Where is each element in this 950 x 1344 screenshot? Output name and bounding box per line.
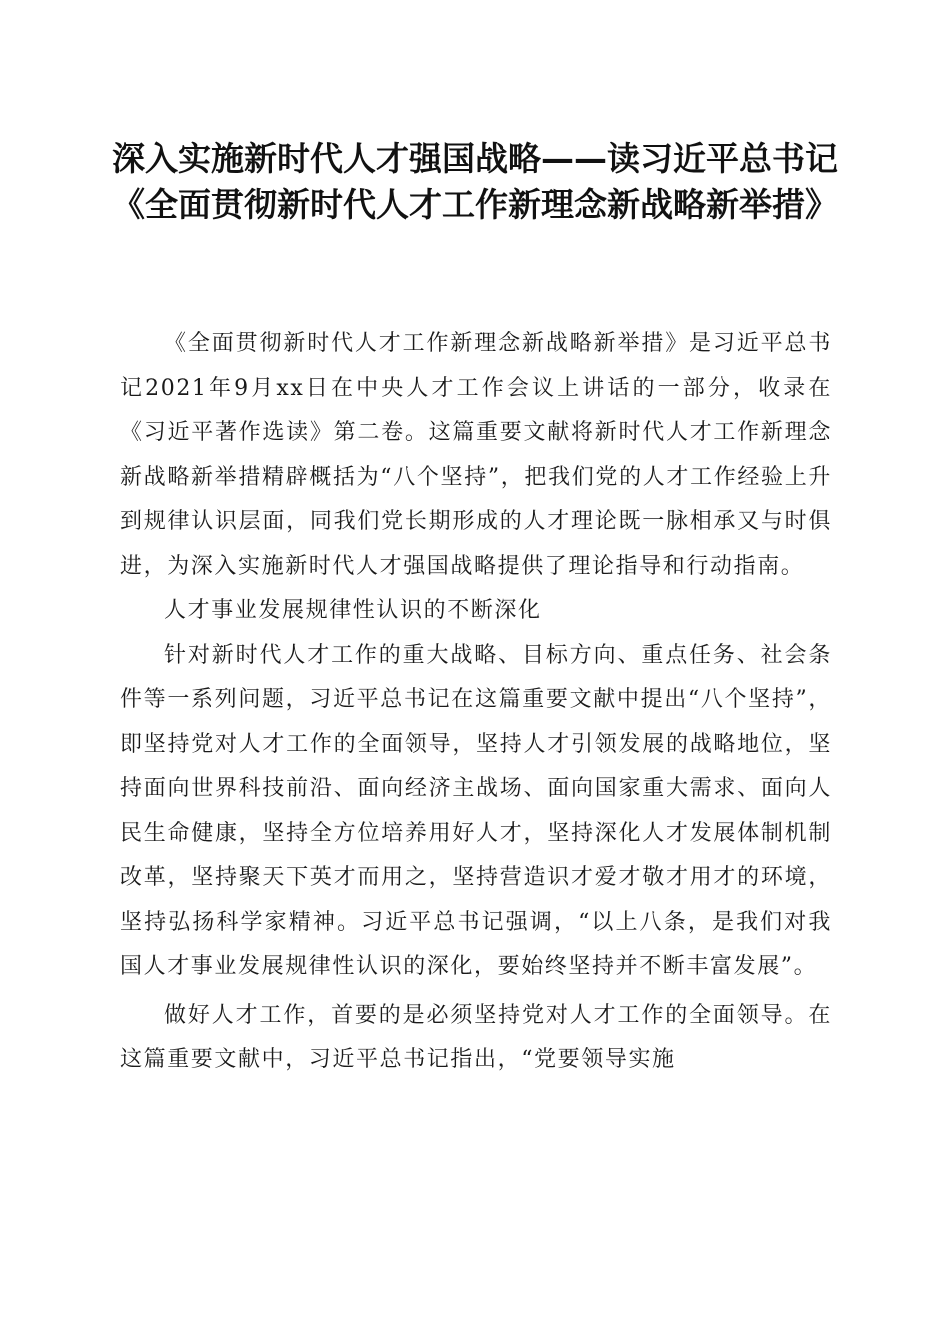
section-heading: 人才事业发展规律性认识的不断深化 — [164, 598, 542, 623]
paragraph-intro: 《全面贯彻新时代人才工作新理念新战略新举措》是习近平总书记2021年9月xx日在中央人才工作会议上讲话的一部分，收录在《习近平著作选读》第二卷。这篇重要文献将新时代人才工作新理念新战略新举措精辟概括为“八个坚持”，把我们党的人才工作经验上升到规律认识层面，同我们党长期形成的人才理论既一脉相承又与时俱进，为深入实施新时代人才强国战略提供了理论指导和行动指南。 — [120, 331, 832, 579]
document-body — [120, 322, 832, 1083]
document-title: 深入实施新时代人才强国战略——读习近平总书记《全面贯彻新时代人才工作新理念新战略新举措》 — [112, 139, 838, 224]
paragraph-eight-persistences: 针对新时代人才工作的重大战略、目标方向、重点任务、社会条件等一系列问题，习近平总书记在这篇重要文献中提出“八个坚持”，即坚持党对人才工作的全面领导，坚持人才引领发展的战略地位，坚持面向世界科技前沿、面向经济主战场、面向国家重大需求、面向人民生命健康，坚持全方位培养用好人才，坚持深化人才发展体制机制改革，坚持聚天下英才而用之，坚持营造识才爱才敬才用才的环境，坚持弘扬科学家精神。习近平总书记强调，“以上八条，是我们对我国人才事业发展规律性认识的深化，要始终坚持并不断丰富发展”。 — [120, 642, 832, 979]
paragraph-party-leadership: 做好人才工作，首要的是必须坚持党对人才工作的全面领导。在这篇重要文献中，习近平总书记指出，“党要领导实施 — [120, 1002, 832, 1072]
